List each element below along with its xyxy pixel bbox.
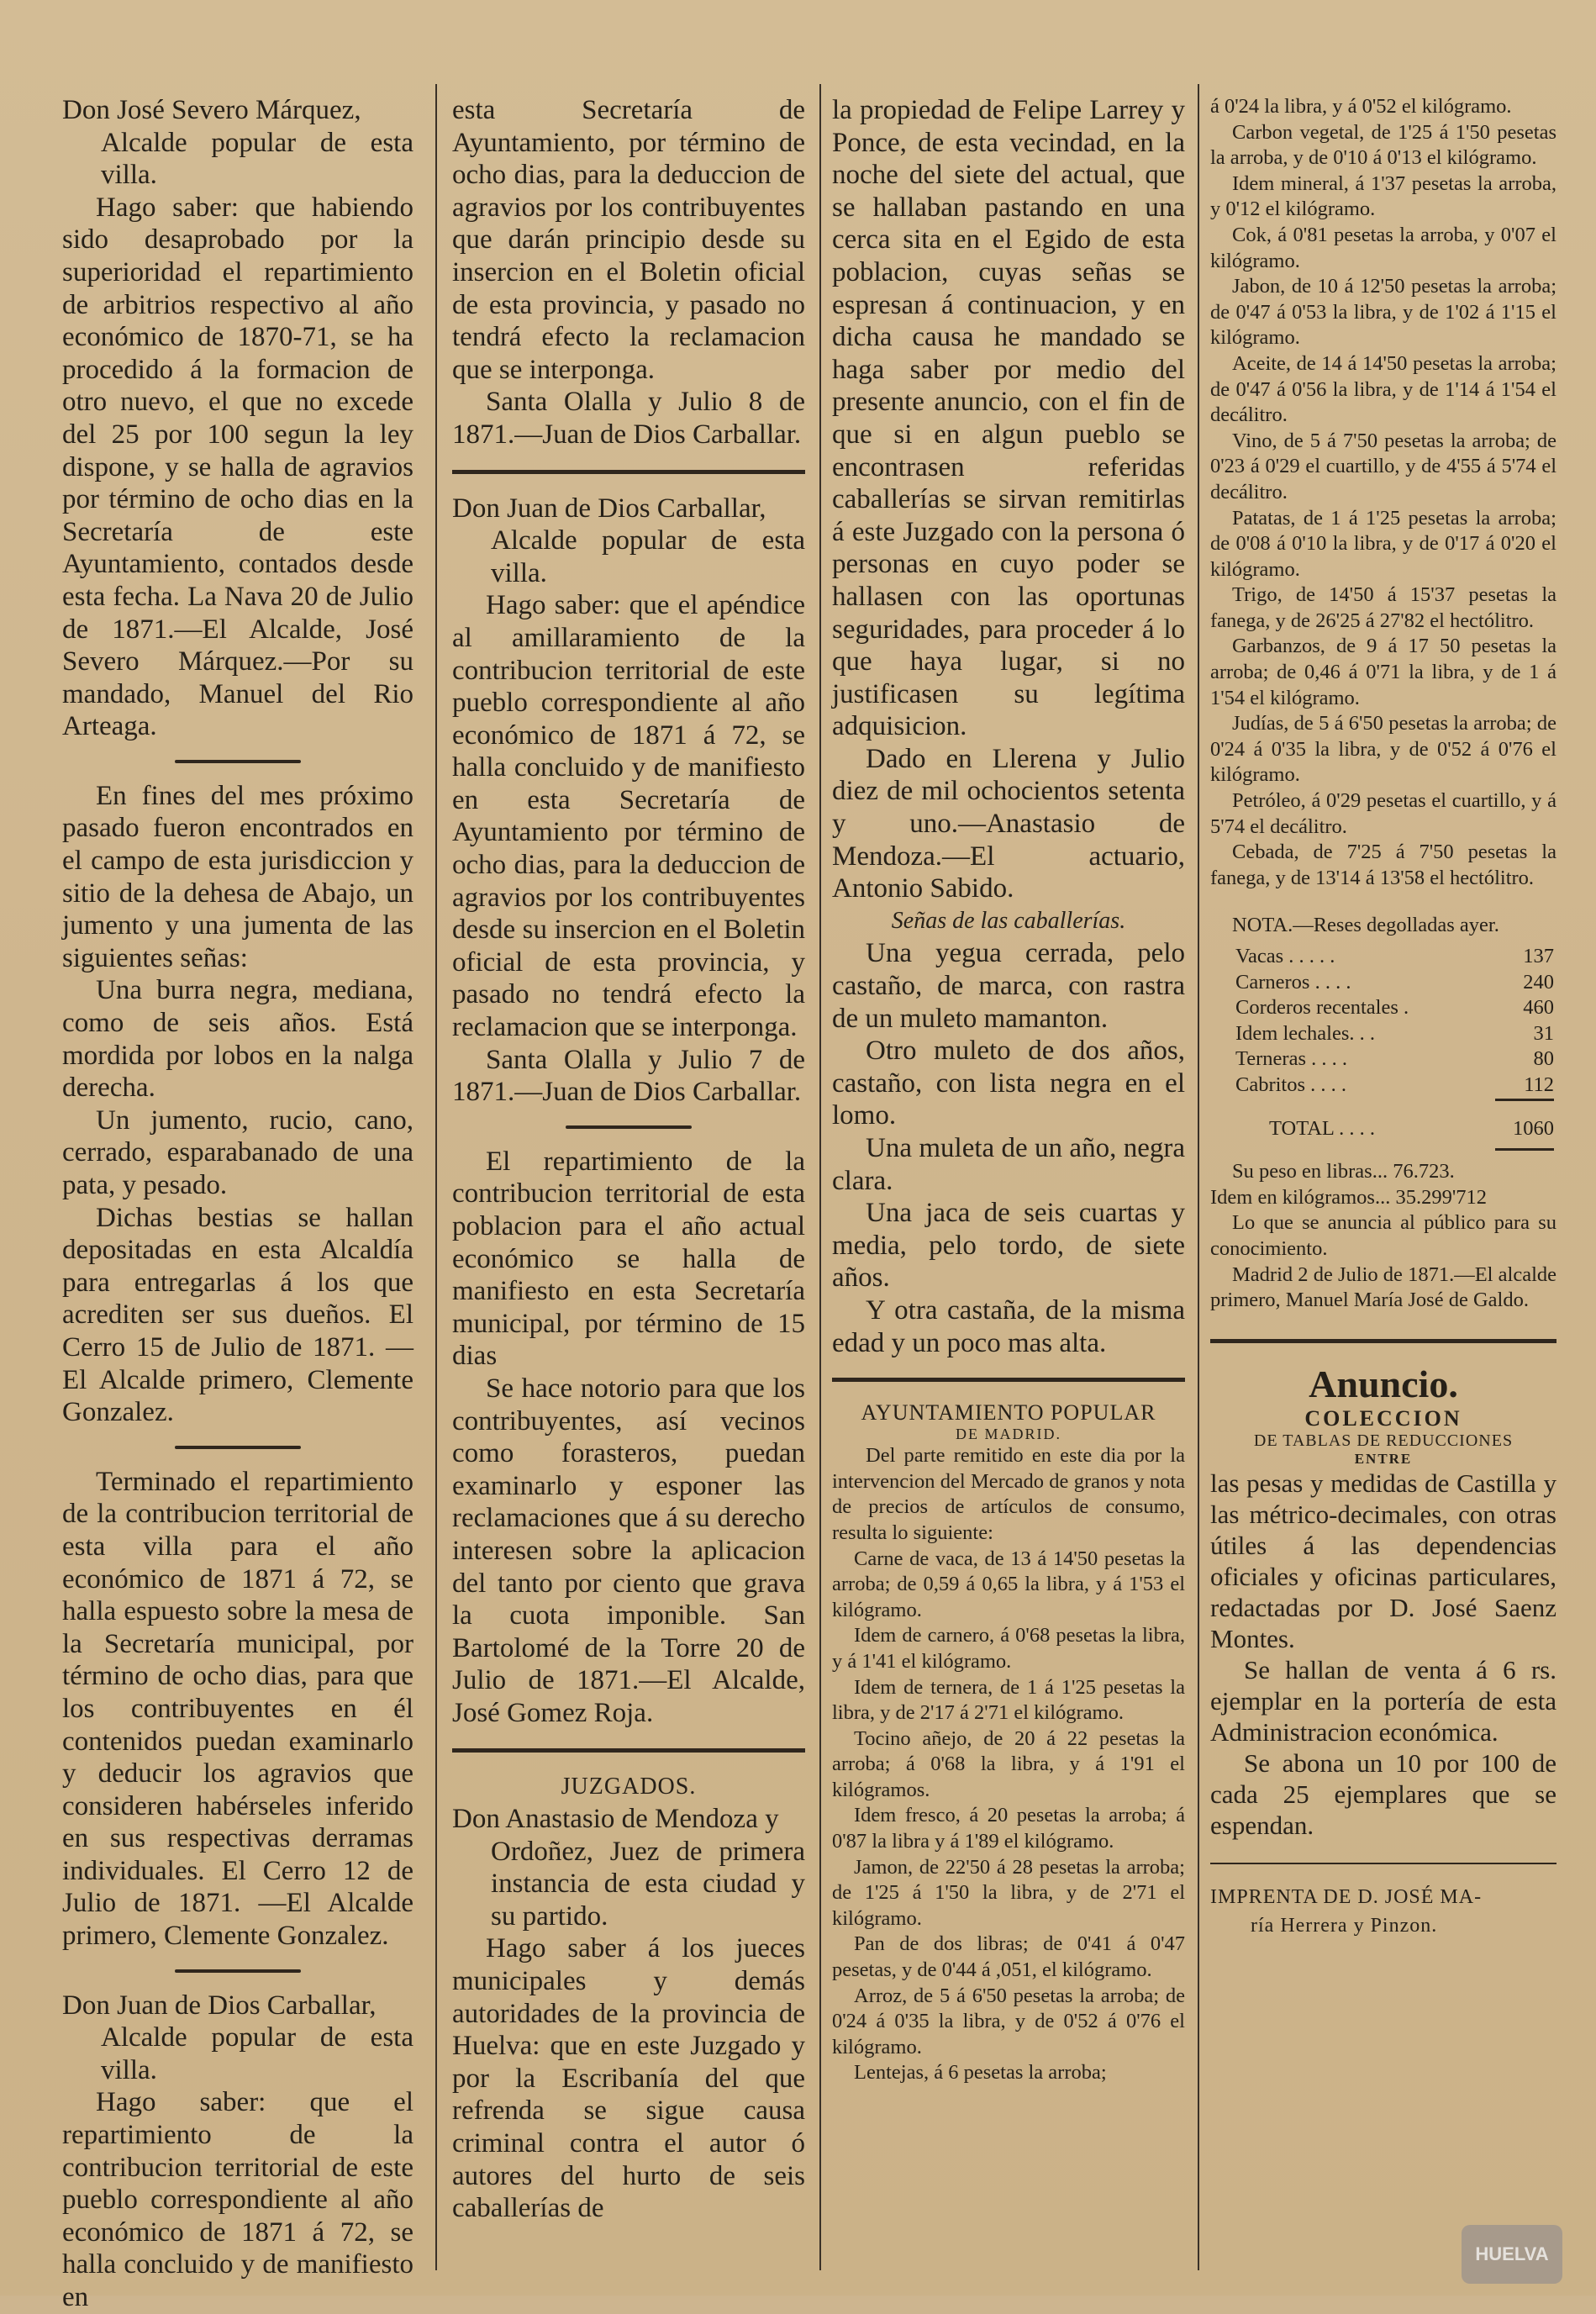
price-item: Pan de dos libras; de 0'41 á 0'47 pesetas, y de 0'44 á ,051, el kilógramo. xyxy=(832,1932,1185,1982)
column-1 xyxy=(62,94,413,2312)
price-item: Idem de ternera, de 1 á 1'25 pesetas la libra, y de 2'17 á 2'71 el kilógramo. xyxy=(832,1675,1185,1725)
total-label: TOTAL . . . . xyxy=(1269,1116,1375,1140)
rule xyxy=(1495,1148,1554,1151)
list-item: Otro muleto de dos años, castaño, con lista negra en el lomo. xyxy=(832,1036,1185,1131)
tablas-heading: DE TABLAS DE REDUCCIONES xyxy=(1253,1431,1514,1450)
notice-role: Ordoñez, Juez de primera instancia de esta ciudad y su partido. xyxy=(491,1836,805,1932)
column-4 xyxy=(1210,94,1556,2262)
section-title-senas: Señas de las caballerías. xyxy=(891,907,1126,934)
table-row xyxy=(1235,970,1554,996)
imprint-line-1: IMPRENTA DE D. JOSÉ MA- xyxy=(1210,1885,1483,1908)
separator xyxy=(452,1748,805,1753)
notice-body: Se hace notorio para que los contribuyentes, así vecinos como forasteros, puedan examinarlo y esponer las reclamaciones que á su derecho interesen sobre la aplicacion del tanto por ciento que grava la cuota imponible. San Bartolomé de la Torre 20 de Julio de 1871.—El Alcalde, José Gomez Roja. xyxy=(452,1373,805,1728)
notice-body: esta Secretaría de Ayuntamiento, por término de ocho dias, para la deduccion de agravios por los contribuyentes que darán principio desde su insercion en el Boletin oficial de esta provincia, y pasado no tendrá efecto la reclamacion que se interponga. xyxy=(452,95,805,385)
price-item: Petróleo, á 0'29 pesetas el cuartillo, y á 5'74 el decálitro. xyxy=(1210,789,1556,838)
notice-body: la propiedad de Felipe Larrey y Ponce, de esta vecindad, en la noche del siete del actual, que se hallaban pastando en una cerca sita en el Egido de esta poblacion, cuyas señas se espresan á continuacion, y en dicha causa he mandado se haga saber por medio del presente anuncio, con el fin de que si en algun pueblo se encontrasen referidas caballerías se sirvan remitirlas á este Juzgado con la persona ó personas en cuyo poder se hallasen con las oportunas seguridades, para proceder á lo que haya lugar, si no justificasen su legítima adquisicion. xyxy=(832,95,1185,742)
peso-kg: Idem en kilógramos... 35.299'712 xyxy=(1210,1185,1487,1209)
notice-signature: Madrid 2 de Julio de 1871.—El alcalde primero, Manuel María José de Galdo. xyxy=(1210,1262,1556,1312)
table-cell-label: Vacas . . . . . xyxy=(1235,945,1335,967)
notice-heading: Don José Severo Márquez, xyxy=(62,95,361,125)
price-item: Idem mineral, á 1'37 pesetas la arroba, y 0'12 el kilógramo. xyxy=(1210,171,1556,221)
table-cell-label: Cabritos . . . . xyxy=(1235,1073,1347,1096)
price-item: Patatas, de 1 á 1'25 pesetas la arroba; de 0'08 á 0'10 la libra, y de 0'17 á 0'20 el kilógramo. xyxy=(1210,506,1556,581)
coleccion-heading: COLECCION xyxy=(1304,1405,1462,1431)
price-item: Jamon, de 22'50 á 28 pesetas la arroba; de 1'25 á 1'50 la libra, y de 2'71 el kilógramo. xyxy=(832,1855,1185,1930)
table-row xyxy=(1235,1073,1554,1099)
table-cell-value: 112 xyxy=(1524,1073,1555,1096)
notice-body: Lo que se anuncia al público para su conocimiento. xyxy=(1210,1211,1556,1260)
notice-role: Alcalde popular de esta villa. xyxy=(101,127,413,191)
separator xyxy=(566,1125,692,1129)
nota-title: NOTA.—Reses degolladas ayer. xyxy=(1232,914,1499,937)
anuncio-title: Anuncio. xyxy=(1309,1362,1458,1405)
price-item: Lentejas, á 6 pesetas la arroba; xyxy=(854,2061,1107,2085)
section-title-ayuntamiento: AYUNTAMIENTO POPULAR xyxy=(861,1400,1156,1426)
notice-body: Hago saber: que el apéndice al amillaramiento de la contribucion territorial de este pueblo correspondiente al año económico de 1871 á 72, se halla concluido y de manifiesto en esta Secretaría de Ayuntamiento por término de ocho dias, para la deduccion de agravios por los contribuyentes desde su insercion en el Boletin oficial de esta provincia, y pasado no tendrá efecto la reclamacion que se interponga. xyxy=(452,590,805,1043)
notice-body: El repartimiento de la contribucion territorial de esta poblacion para el año actual económico se halla de manifiesto en esta Secretaría municipal, por término de 15 dias xyxy=(452,1146,805,1372)
price-item: Cok, á 0'81 pesetas la arroba, y 0'07 el kilógramo. xyxy=(1210,223,1556,272)
price-item: Carne de vaca, de 13 á 14'50 pesetas la arroba; de 0,59 á 0,65 la libra, y á 1'53 el kilógramo. xyxy=(832,1547,1185,1621)
column-3 xyxy=(832,94,1185,2262)
notice-body: Terminado el repartimiento de la contribucion territorial de esta villa para el año económico de 1871 á 72, se halla espuesto sobre la mesa de la Secretaría municipal, por término de ocho dias, para que los contribuyentes en él contenidos puedan examinarlo y deducir los agravios que consideren habérseles inferido en sus respectivas derramas individuales. El Cerro 12 de Julio de 1871. —El Alcalde primero, Clemente Gonzalez. xyxy=(62,1466,413,1952)
list-item: Y otra castaña, de la misma edad y un poco mas alta. xyxy=(832,1294,1185,1358)
price-item: Idem fresco, á 20 pesetas la arroba; á 0'87 la libra y á 1'89 el kilógramo. xyxy=(832,1804,1185,1853)
price-item: Vino, de 5 á 7'50 pesetas la arroba; de 0'23 á 0'29 el cuartillo, y de 4'55 á 5'74 el decálitro. xyxy=(1210,429,1556,503)
notice-body: En fines del mes próximo pasado fueron encontrados en el campo de esta jurisdiccion y sitio de la dehesa de Abajo, un jumento y una jumenta de las siguientes señas: xyxy=(62,780,413,973)
table-cell-value: 460 xyxy=(1523,996,1555,1020)
table-rule xyxy=(1235,1141,1554,1151)
archive-stamp: HUELVA xyxy=(1462,2225,1562,2284)
section-subtitle: DE MADRID. xyxy=(956,1426,1061,1443)
list-item: Una jaca de seis cuartas y media, pelo tordo, de siete años. xyxy=(832,1198,1185,1294)
table-cell-value: 240 xyxy=(1523,970,1555,994)
table-cell-label: Idem lechales. . . xyxy=(1235,1021,1375,1045)
price-item: Idem de carnero, á 0'68 pesetas la libra, y á 1'41 el kilógramo. xyxy=(832,1624,1185,1673)
anuncio-body: las pesas y medidas de Castilla y las métrico-decimales, con otras útiles á las dependencias oficiales y oficinas particulares, redactadas por D. José Saenz Montes. xyxy=(1210,1468,1556,1653)
notice-body: Una burra negra, mediana, como de seis años. Está mordida por lobos en la nalga derecha. xyxy=(62,975,413,1104)
price-item: Carbon vegetal, de 1'25 á 1'50 pesetas la arroba, y de 0'10 á 0'13 el kilógramo. xyxy=(1210,120,1556,170)
entre-heading: ENTRE xyxy=(1354,1450,1413,1467)
notice-body: Hago saber á los jueces municipales y demás autoridades de la provincia de Huelva: que en este Juzgado y por la Escribanía del que refrenda se sigue causa criminal contra el autor ó autores del hurto de seis caballerías de xyxy=(452,1933,805,2224)
imprint-line-2: ría Herrera y Pinzon. xyxy=(1251,1914,1438,1937)
table-row xyxy=(1235,1021,1554,1047)
notice-signature: Santa Olalla y Julio 7 de 1871.—Juan de Dios Carballar. xyxy=(452,1044,805,1108)
price-item: Jabon, de 10 á 12'50 pesetas la arroba; de 0'47 á 0'53 la libra, y de 1'02 á 1'15 el kilógramo. xyxy=(1210,275,1556,350)
peso-libras: Su peso en libras... 76.723. xyxy=(1232,1160,1455,1183)
price-item: Tocino añejo, de 20 á 22 pesetas la arroba; á 0'68 la libra, y á 1'91 el kilógramos. xyxy=(832,1726,1185,1801)
notice-body: Un jumento, rucio, cano, cerrado, esparabanado de una pata, y pesado. xyxy=(62,1104,413,1200)
table-cell-value: 80 xyxy=(1533,1047,1555,1071)
table-cell-label: Corderos recentales . xyxy=(1235,996,1409,1020)
separator xyxy=(175,1969,301,1973)
price-item: á 0'24 la libra, y á 0'52 el kilógramo. xyxy=(1210,95,1512,118)
notice-role: Alcalde popular de esta villa. xyxy=(101,2022,413,2085)
notice-signature: Santa Olalla y Julio 8 de 1871.—Juan de Dios Carballar. xyxy=(452,387,805,450)
notice-signature: Dado en Llerena y Julio diez de mil ochocientos setenta y uno.—Anastasio de Mendoza.—El actuario, Antonio Sabido. xyxy=(832,743,1185,904)
table-cell-value: 31 xyxy=(1533,1021,1555,1045)
notice-body: Dichas bestias se hallan depositadas en esta Alcaldía para entregarlas á los que acrediten ser sus dueños. El Cerro 15 de Julio de 1871. —El Alcalde primero, Clemente Gonzalez. xyxy=(62,1202,413,1428)
notice-body: Hago saber: que el repartimiento de la contribucion territorial de este pueblo correspondiente al año económico de 1871 á 72, se halla concluido y de manifiesto en xyxy=(62,2087,413,2312)
separator xyxy=(1210,1863,1556,1864)
table-row xyxy=(1235,995,1554,1021)
total-value: 1060 xyxy=(1513,1116,1555,1140)
section-title-juzgados: JUZGADOS. xyxy=(561,1773,697,1800)
notice-heading: Don Juan de Dios Carballar, xyxy=(62,1990,377,2021)
separator xyxy=(175,760,301,763)
list-item: Una muleta de un año, negra clara. xyxy=(832,1133,1185,1196)
separator xyxy=(452,470,805,474)
price-item: Garbanzos, de 9 á 17 50 pesetas la arroba; de 0,46 á 0'71 la libra, y de 1 á 1'54 el kilógramo. xyxy=(1210,635,1556,709)
slaughter-table xyxy=(1235,944,1554,1151)
list-item: Una yegua cerrada, pelo castaño, de marca, con rastra de un muleto mamanton. xyxy=(832,938,1185,1034)
column-divider xyxy=(435,84,437,2270)
notice-role: Alcalde popular de esta villa. xyxy=(491,525,805,588)
table-cell-label: Carneros . . . . xyxy=(1235,970,1351,994)
column-2 xyxy=(452,94,805,2262)
table-cell-value: 137 xyxy=(1523,945,1555,967)
table-cell-label: Terneras . . . . xyxy=(1235,1047,1347,1071)
column-divider xyxy=(1198,84,1199,2270)
price-item: Arroz, de 5 á 6'50 pesetas la arroba; de 0'24 á 0'35 la libra, y de 0'52 á 0'76 el kilógramo. xyxy=(832,1984,1185,2058)
notice-body: Hago saber: que habiendo sido desaprobado por la superioridad el repartimiento de arbitrios respectivo al año económico de 1870-71, se ha procedido á la formacion de otro nuevo, el que no excede del 25 por 100 segun la ley dispone, y se halla de agravios por término de ocho dias en la Secretaría de este Ayuntamiento, contados desde esta fecha. La Nava 20 de Julio de 1871.—El Alcalde, José Severo Márquez.—Por su mandado, Manuel del Rio Arteaga. xyxy=(62,192,413,742)
price-item: Aceite, de 14 á 14'50 pesetas la arroba; de 0'47 á 0'56 la libra, y de 1'14 á 1'54 el decálitro. xyxy=(1210,351,1556,427)
column-divider xyxy=(819,84,821,2270)
separator xyxy=(1210,1339,1556,1343)
anuncio-abona: Se abona un 10 por 100 de cada 25 ejemplares que se espendan. xyxy=(1210,1747,1556,1840)
table-row xyxy=(1235,1046,1554,1073)
price-item: Cebada, de 7'25 á 7'50 pesetas la fanega, y de 13'14 á 13'58 el hectólitro. xyxy=(1210,841,1556,889)
anuncio-venta: Se hallan de venta á 6 rs. ejemplar en la portería de esta Administracion económica. xyxy=(1210,1654,1556,1747)
price-item: Judías, de 5 á 6'50 pesetas la arroba; de 0'24 á 0'35 la libra, y de 0'52 á 0'76 el kilógramo. xyxy=(1210,712,1556,787)
separator xyxy=(175,1446,301,1449)
notice-body: Del parte remitido en este dia por la intervencion del Mercado de granos y nota de precios de artículos de consumo, resulta lo siguiente: xyxy=(832,1444,1185,1544)
separator xyxy=(832,1378,1185,1382)
table-total-row xyxy=(1235,1101,1554,1142)
table-row xyxy=(1235,944,1554,970)
notice-heading: Don Anastasio de Mendoza y xyxy=(452,1804,779,1835)
price-item: Trigo, de 14'50 á 15'37 pesetas la fanega, y de 26'25 á 27'82 el hectólitro. xyxy=(1210,583,1556,632)
notice-heading: Don Juan de Dios Carballar, xyxy=(452,493,766,524)
